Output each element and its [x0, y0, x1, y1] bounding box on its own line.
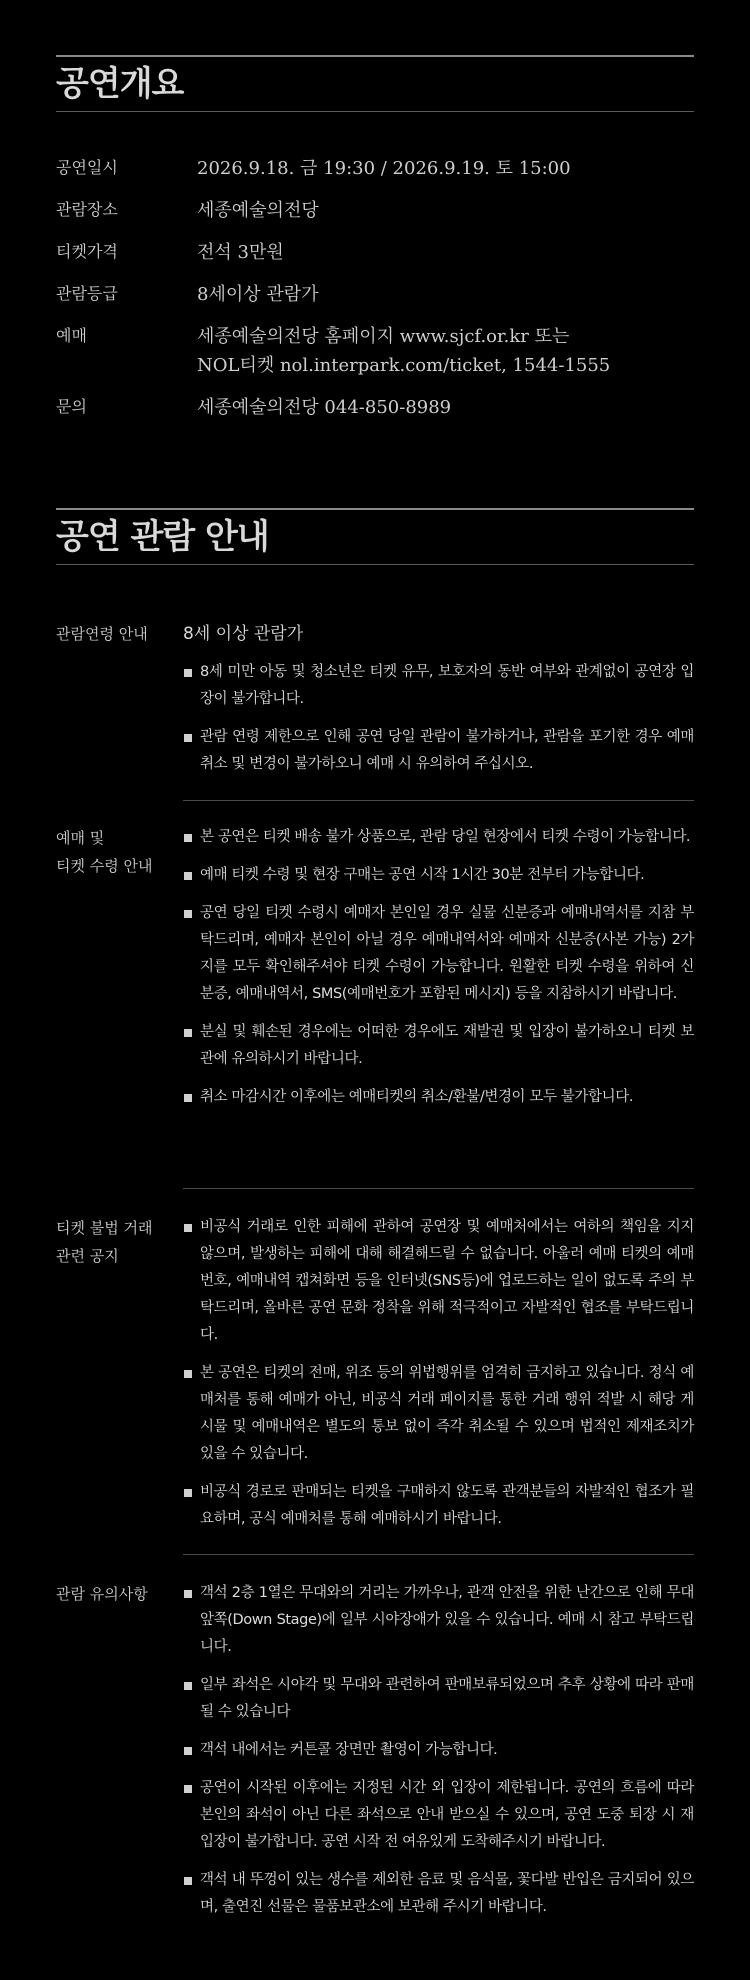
- guide-divider: [183, 1188, 694, 1189]
- guide-block-label: [56, 1214, 176, 1270]
- square-bullet-icon: [184, 1785, 192, 1793]
- list-item: 비공식 거래로 인한 피해에 관하여 공연장 및 예매처에서는 여하의 책임을 지지 않으며, 발생하는 피해에 대해 해결해드릴 수 없습니다. 아울러 예매 티켓의 예매번호, 예매내역 캡쳐화면 등을 인터넷(SNS등)에 업로드하는 일이 없도록 주의 부탁드리며, 올바른 공연 문화 정착을 위해 적극적이고 자발적인 협조를 부탁드립니다.: [183, 1214, 694, 1349]
- square-bullet-icon: [184, 1224, 192, 1232]
- overview-bottom-rule: [56, 111, 694, 112]
- list-item: 관람 연령 제한으로 인해 공연 당일 관람이 불가하거나, 관람을 포기한 경우 예매취소 및 변경이 불가하오니 예매 시 유의하여 주십시오.: [183, 724, 694, 778]
- square-bullet-icon: [184, 872, 192, 880]
- square-bullet-icon: [184, 1682, 192, 1690]
- square-bullet-icon: [184, 1877, 192, 1885]
- guide-block-heading: 8세 이상 관람가: [183, 624, 304, 644]
- list-item: 객석 내 뚜껑이 있는 생수를 제외한 음료 및 음식물, 꽃다발 반입은 금지되어 있으며, 출연진 선물은 물품보관소에 보관해 주시기 바랍니다.: [183, 1867, 694, 1921]
- list-item: 객석 내에서는 커튼콜 장면만 촬영이 가능합니다.: [183, 1737, 694, 1764]
- overview-label: 공연일시: [56, 158, 118, 177]
- overview-value: 세종예술의전당: [197, 200, 319, 221]
- guide-section: [56, 508, 694, 1948]
- overview-title: 공연개요: [56, 64, 184, 104]
- guide-block-label: [56, 824, 176, 880]
- list-item: 공연 당일 티켓 수령시 예매자 본인일 경우 실물 신분증과 예매내역서를 지참 부탁드리며, 예매자 본인이 아닐 경우 예매내역서와 예매자 신분증(사본 가능) 2가지를 모두 확인해주셔야 티켓 수령이 가능합니다. 원활한 티켓 수령을 위하여 신분증, 예매내역서, SMS(예매번호가 포함된 메시지) 등을 지참하시기 바랍니다.: [183, 900, 694, 1008]
- overview-section: [56, 55, 694, 425]
- overview-value-line: 세종예술의전당 홈페이지 www.sjcf.or.kr 또는: [197, 326, 570, 347]
- overview-value: 세종예술의전당 044-850-8989: [197, 397, 452, 418]
- list-item: 8세 미만 아동 및 청소년은 티켓 유무, 보호자의 동반 여부와 관계없이 공연장 입장이 불가합니다.: [183, 659, 694, 713]
- guide-label-line: 관람연령 안내: [56, 625, 148, 643]
- square-bullet-icon: [184, 1747, 192, 1755]
- square-bullet-icon: [184, 834, 192, 842]
- guide-list: [183, 824, 694, 1122]
- list-item: 분실 및 훼손된 경우에는 어떠한 경우에도 재발권 및 입장이 불가하오니 티켓 보관에 유의하시기 바랍니다.: [183, 1019, 694, 1073]
- list-item: 공연이 시작된 이후에는 지정된 시간 외 입장이 제한됩니다. 공연의 흐름에 따라 본인의 좌석이 아닌 다른 좌석으로 안내 받으실 수 있으며, 공연 도중 퇴장 시 재입장이 불가합니다. 공연 시작 전 여유있게 도착해주시기 바랍니다.: [183, 1775, 694, 1856]
- list-item: 객석 2층 1열은 무대와의 거리는 가까우나, 관객 안전을 위한 난간으로 인해 무대 앞쪽(Down Stage)에 일부 시야장애가 있을 수 있습니다. 예매 시 참고 부탁드립니다.: [183, 1580, 694, 1661]
- overview-value: 8세이상 관람가: [197, 284, 319, 305]
- list-item: 본 공연은 티켓 배송 불가 상품으로, 관람 당일 현장에서 티켓 수령이 가능합니다.: [183, 824, 694, 851]
- guide-divider: [183, 1554, 694, 1555]
- overview-value: 2026.9.18. 금 19:30 / 2026.9.19. 토 15:00: [197, 158, 571, 179]
- square-bullet-icon: [184, 1029, 192, 1037]
- guide-block-label: [56, 620, 176, 648]
- list-item: 일부 좌석은 시야각 및 무대와 관련하여 판매보류되었으며 추후 상황에 따라 판매될 수 있습니다: [183, 1672, 694, 1726]
- list-item: 비공식 경로로 판매되는 티켓을 구매하지 않도록 관객분들의 자발적인 협조가 필요하며, 공식 예매처를 통해 예매하시기 바랍니다.: [183, 1479, 694, 1533]
- overview-label: 관람장소: [56, 200, 118, 219]
- square-bullet-icon: [184, 734, 192, 742]
- guide-list: [183, 1580, 694, 1932]
- square-bullet-icon: [184, 910, 192, 918]
- guide-label-line: 관련 공지: [56, 1247, 119, 1265]
- guide-bottom-rule: [56, 564, 694, 565]
- list-item: 취소 마감시간 이후에는 예매티켓의 취소/환불/변경이 모두 불가합니다.: [183, 1084, 694, 1111]
- guide-label-line: 예매 및: [56, 829, 105, 847]
- guide-divider: [183, 800, 694, 801]
- guide-list: [183, 1214, 694, 1544]
- guide-label-line: 관람 유의사항: [56, 1585, 148, 1603]
- guide-label-line: 티켓 불법 거래: [56, 1219, 153, 1237]
- guide-title: 공연 관람 안내: [56, 517, 269, 557]
- overview-value-line: NOL티켓 nol.interpark.com/ticket, 1544-1555: [197, 355, 611, 376]
- overview-label: 문의: [56, 397, 87, 416]
- square-bullet-icon: [184, 669, 192, 677]
- square-bullet-icon: [184, 1370, 192, 1378]
- list-item: 본 공연은 티켓의 전매, 위조 등의 위법행위를 엄격히 금지하고 있습니다. 정식 예매처를 통해 예매가 아닌, 비공식 거래 페이지를 통한 거래 행위 적발 시 해당 게시물 및 예매내역은 별도의 통보 없이 즉각 취소될 수 있으며 법적인 제재조치가 있을 수 있습니다.: [183, 1360, 694, 1468]
- square-bullet-icon: [184, 1094, 192, 1102]
- guide-label-line: 티켓 수령 안내: [56, 857, 153, 875]
- square-bullet-icon: [184, 1489, 192, 1497]
- list-item: 예매 티켓 수령 및 현장 구매는 공연 시작 1시간 30분 전부터 가능합니다.: [183, 862, 694, 889]
- guide-list: [183, 659, 694, 789]
- overview-label: 티켓가격: [56, 242, 118, 261]
- overview-label: 예매: [56, 326, 87, 345]
- square-bullet-icon: [184, 1590, 192, 1598]
- overview-value: 전석 3만원: [197, 242, 284, 263]
- overview-label: 관람등급: [56, 284, 118, 303]
- guide-block-label: [56, 1580, 176, 1608]
